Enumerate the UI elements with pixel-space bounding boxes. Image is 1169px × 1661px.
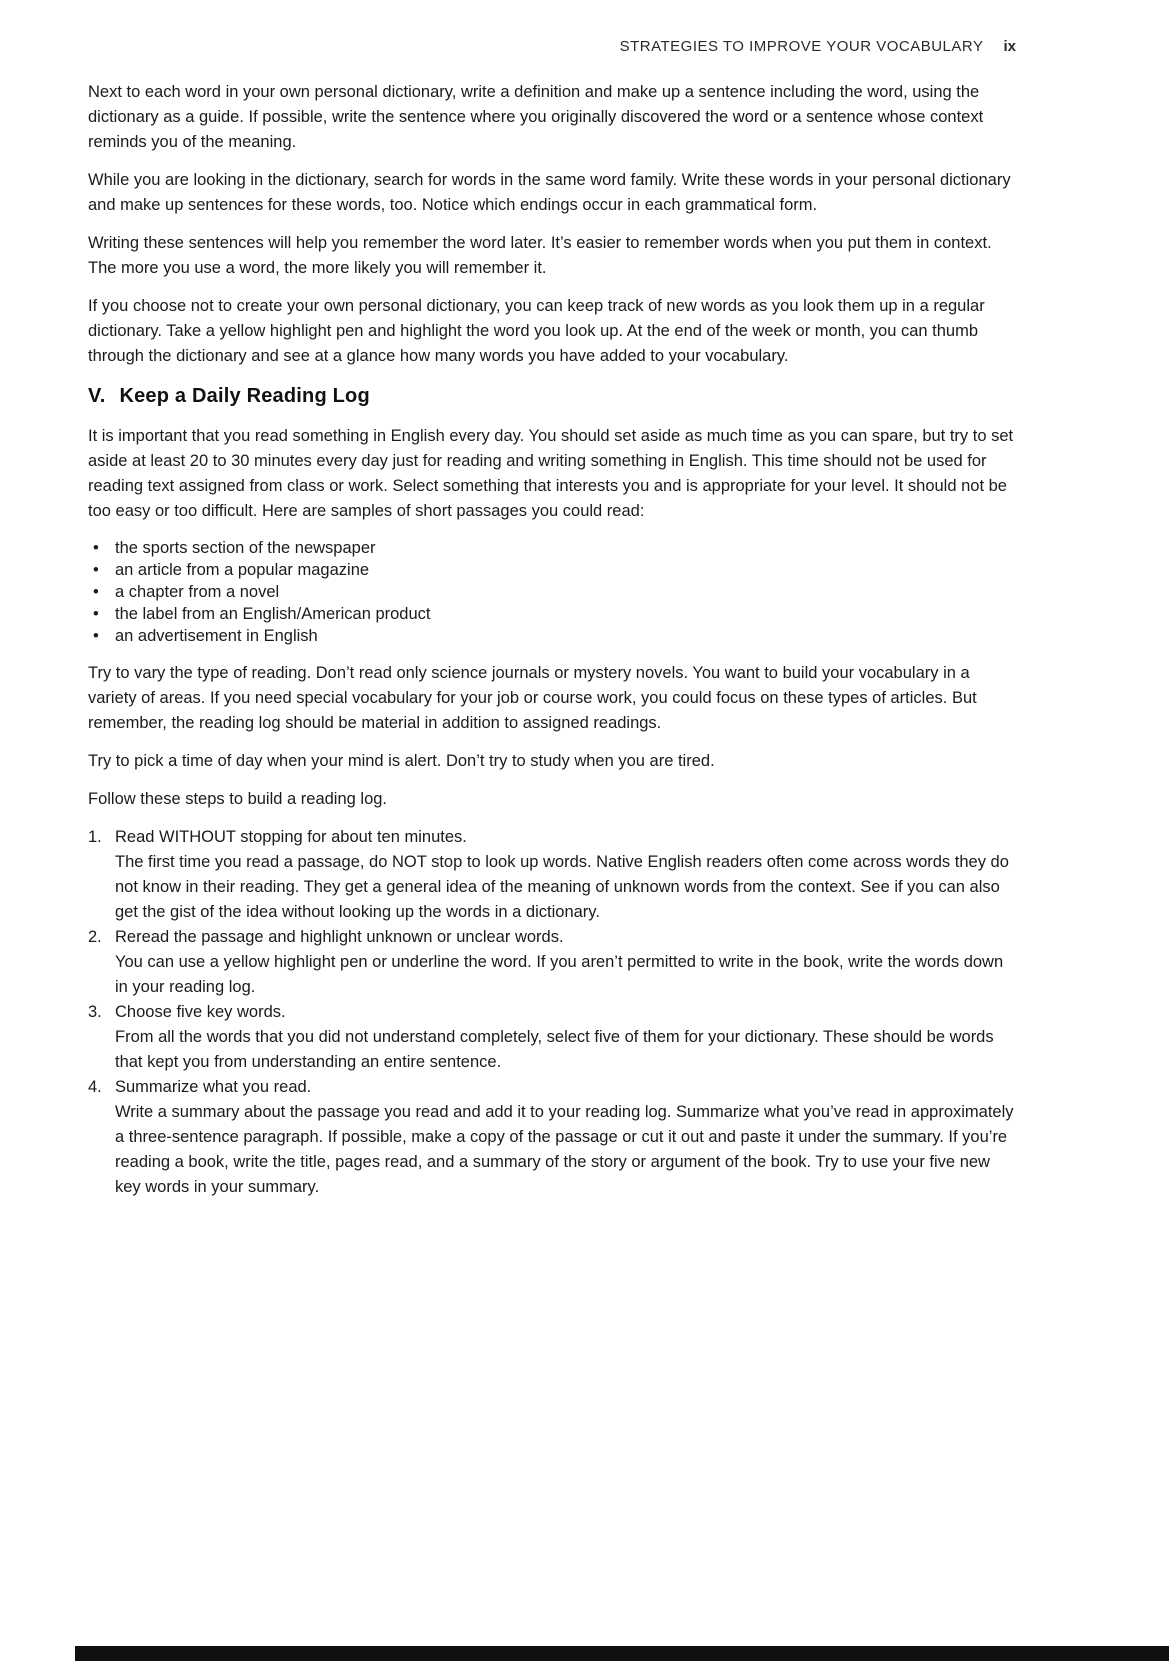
bullet-marker: • xyxy=(93,605,99,623)
intro-paragraph: Writing these sentences will help you remember the word later. It’s easier to remember words when you put them in context. The more you use a word, the more likely you will remember it. xyxy=(88,234,992,277)
step-item xyxy=(88,925,1016,1000)
page-number: ix xyxy=(1003,38,1016,55)
step-number: 2. xyxy=(88,928,102,946)
step-body: From all the words that you did not understand completely, select five of them for your dictionary. These should be words that kept you from understanding an entire sentence. xyxy=(115,1028,994,1071)
intro-paragraph: Next to each word in your own personal dictionary, write a definition and make up a sentence including the word, using the dictionary as a guide. If possible, write the sentence where you originally discovered the word or a sentence whose context reminds you of the meaning. xyxy=(88,83,984,151)
step-title: Reread the passage and highlight unknown or unclear words. xyxy=(115,928,564,946)
intro-paragraph: While you are looking in the dictionary, search for words in the same word family. Write these words in your personal dictionary and make up sentences for these words, too. Notice which endings occur in each grammatical form. xyxy=(88,171,1011,214)
step-item xyxy=(88,825,1016,925)
step-number: 3. xyxy=(88,1003,102,1021)
bullet-item xyxy=(88,559,1016,581)
bullet-marker: • xyxy=(93,561,99,579)
step-title: Read WITHOUT stopping for about ten minutes. xyxy=(115,828,467,846)
bullet-text: an article from a popular magazine xyxy=(115,561,370,579)
step-body: The first time you read a passage, do NOT stop to look up words. Native English readers often come across words they do not know in their reading. They get a general idea of the meaning of unknown words from the context. See if you can also get the gist of the idea without looking up the words in a dictionary. xyxy=(115,853,1009,921)
bullet-item xyxy=(88,625,1016,647)
steps-list xyxy=(88,825,1016,1200)
bullet-list xyxy=(88,537,1016,647)
bullet-item xyxy=(88,581,1016,603)
bullet-marker: • xyxy=(93,583,99,601)
step-body: You can use a yellow highlight pen or underline the word. If you aren’t permitted to write in the book, write the words down in your reading log. xyxy=(115,953,1004,996)
step-item xyxy=(88,1075,1016,1200)
step-body: Write a summary about the passage you read and add it to your reading log. Summarize what you’ve read in approximately a three-sentence paragraph. If possible, make a copy of the passage or cut it out and paste it under the summary. If you’re reading a book, write the title, pages read, and a summary of the story or argument of the book. Try to use your five new key words in your summary. xyxy=(115,1103,1014,1196)
scan-edge-artifact xyxy=(75,1646,1169,1661)
bullet-marker: • xyxy=(93,539,99,557)
intro-paragraph: If you choose not to create your own personal dictionary, you can keep track of new words as you look them up in a regular dictionary. Take a yellow highlight pen and highlight the word you look up. At the end of the week or month, you can thumb through the dictionary and see at a glance how many words you have added to your vocabulary. xyxy=(88,297,985,365)
body-paragraph: Try to vary the type of reading. Don’t read only science journals or mystery novels. You want to build your vocabulary in a variety of areas. If you need special vocabulary for your job or course work, you could focus on these types of articles. But remember, the reading log should be material in addition to assigned readings. xyxy=(88,664,977,732)
bullet-text: the label from an English/American product xyxy=(115,605,431,623)
bullet-marker: • xyxy=(93,627,99,645)
bullet-text: a chapter from a novel xyxy=(115,583,280,601)
lead-paragraph: It is important that you read something in English every day. You should set aside as much time as you can spare, but try to set aside at least 20 to 30 minutes every day just for reading and writing something in English. This time should not be used for reading text assigned from class or work. Select something that interests you and is appropriate for your level. It should not be too easy or too difficult. Here are samples of short passages you could read: xyxy=(88,427,1014,520)
page-body xyxy=(88,80,1016,1200)
step-title: Summarize what you read. xyxy=(115,1078,312,1096)
step-number: 4. xyxy=(88,1078,102,1096)
section-heading-text: Keep a Daily Reading Log xyxy=(119,385,370,407)
body-paragraph: Follow these steps to build a reading log. xyxy=(88,790,388,808)
body-paragraph: Try to pick a time of day when your mind is alert. Don’t try to study when you are tired. xyxy=(88,752,715,770)
section-heading-number: V. xyxy=(88,385,106,407)
bullet-item xyxy=(88,603,1016,625)
running-title: STRATEGIES TO IMPROVE YOUR VOCABULARY xyxy=(619,38,984,55)
step-title: Choose five key words. xyxy=(115,1003,286,1021)
bullet-text: an advertisement in English xyxy=(115,627,318,645)
bullet-item xyxy=(88,537,1016,559)
step-item xyxy=(88,1000,1016,1075)
section-heading xyxy=(88,383,1016,409)
step-number: 1. xyxy=(88,828,102,846)
page-header xyxy=(88,38,1016,55)
bullet-text: the sports section of the newspaper xyxy=(115,539,376,557)
